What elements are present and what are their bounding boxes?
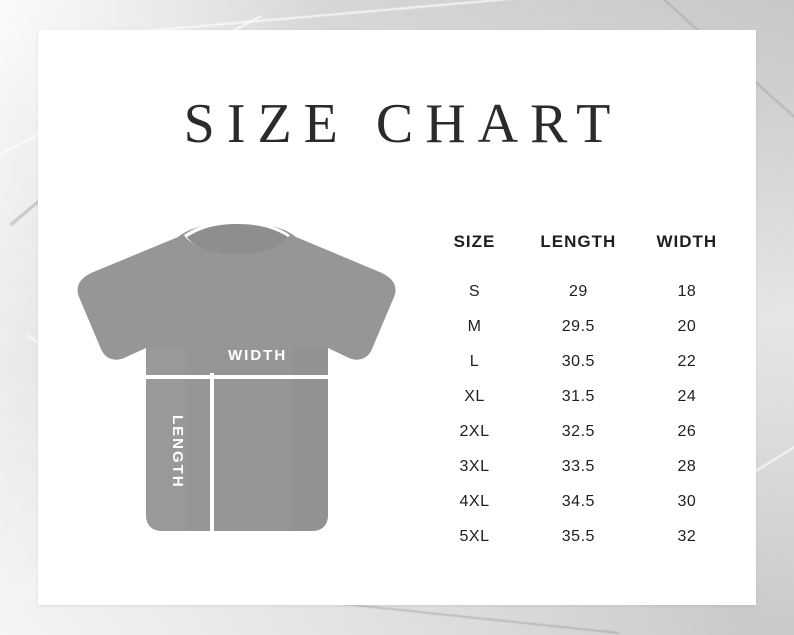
cell-size: 3XL: [459, 457, 490, 475]
cell-width: 22: [677, 352, 697, 370]
cell-length: 34.5: [561, 492, 595, 510]
cell-length: 35.5: [561, 527, 595, 545]
table-row: [428, 449, 738, 484]
size-table: [428, 232, 738, 554]
width-label: WIDTH: [228, 347, 288, 364]
cell-size: XL: [464, 387, 485, 405]
cell-width: 30: [677, 492, 697, 510]
cell-length: 29.5: [561, 317, 595, 335]
cell-width: 24: [677, 387, 697, 405]
tshirt-icon: [60, 215, 420, 575]
cell-width: 28: [677, 457, 697, 475]
cell-size: S: [468, 282, 481, 300]
table-row: [428, 379, 738, 414]
cell-size: 4XL: [459, 492, 490, 510]
table-row: [428, 519, 738, 554]
column-header-size: SIZE: [453, 232, 496, 251]
cell-size: 5XL: [459, 527, 490, 545]
table-row: [428, 414, 738, 449]
width-measurement-line: [126, 375, 376, 379]
column-header-length: LENGTH: [540, 232, 617, 251]
length-label: LENGTH: [169, 415, 186, 489]
tshirt-diagram: [60, 215, 420, 575]
cell-length: 33.5: [561, 457, 595, 475]
cell-width: 18: [677, 282, 697, 300]
cell-width: 20: [677, 317, 697, 335]
page-title: SIZE CHART: [183, 93, 623, 155]
cell-size: M: [467, 317, 482, 335]
cell-length: 29: [568, 282, 588, 300]
size-table-wrapper: [428, 232, 738, 554]
length-measurement-line: [210, 373, 214, 553]
cell-size: L: [469, 352, 480, 370]
cell-width: 32: [677, 527, 697, 545]
size-chart-card: [38, 30, 756, 605]
table-header-row: [428, 232, 738, 274]
table-row: [428, 344, 738, 379]
cell-width: 26: [677, 422, 697, 440]
column-header-width: WIDTH: [656, 232, 718, 251]
cell-size: 2XL: [459, 422, 490, 440]
cell-length: 31.5: [561, 387, 595, 405]
cell-length: 30.5: [561, 352, 595, 370]
table-row: [428, 309, 738, 344]
marble-vein: [121, 0, 579, 34]
table-row: [428, 274, 738, 309]
cell-length: 32.5: [561, 422, 595, 440]
table-row: [428, 484, 738, 519]
